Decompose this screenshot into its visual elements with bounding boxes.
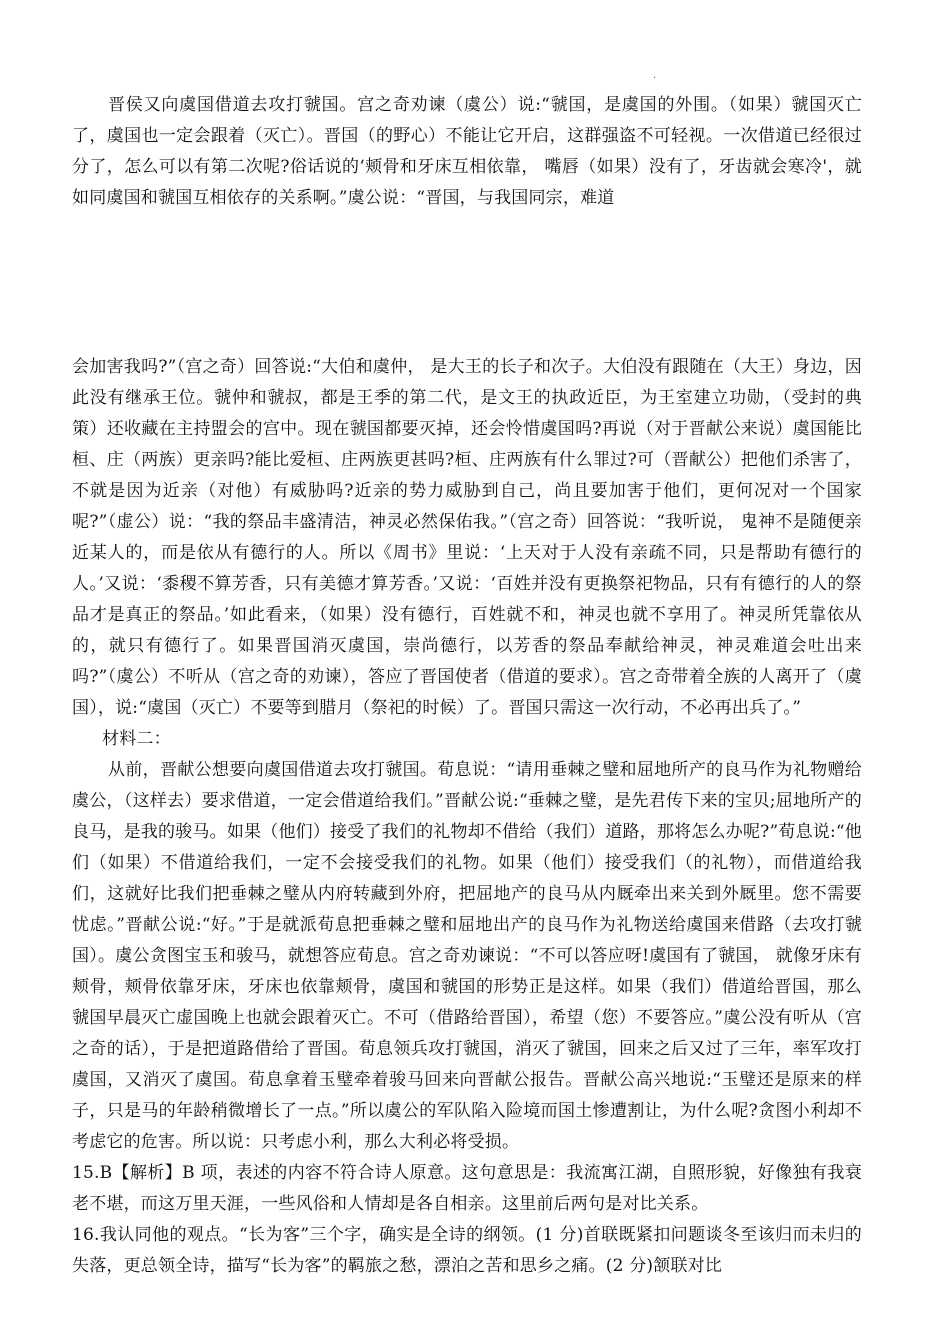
translation-top-section (72, 90, 862, 214)
paragraph-material-two: 从前，晋献公想要向虞国借道去攻打虢国。荀息说：“请用垂棘之璧和屈地所产的良马作为礼物赠给虞公，（这样去）要求借道，一定会借道给我们。”晋献公说:“垂棘之璧，是先君传下来的宝贝;屈地所产的良马，是我的骏马。如果（他们）接受了我们的礼物却不借给（我们）道路，那将怎么办呢?”荀息说:“他们（如果）不借道给我们，一定不会接受我们的礼物。如果（他们）接受我们（的礼物），而借道给我们，这就好比我们把垂棘之璧从内府转藏到外府，把屈地产的良马从内厩牵出来关到外厩里。您不需要忧虑。”晋献公说:“好。”于是就派荀息把垂棘之璧和屈地出产的良马作为礼物送给虞国来借路（去攻打虢国）。虞公贪图宝玉和骏马，就想答应荀息。宫之奇劝谏说：“不可以答应呀!虞国有了虢国， 就像牙床有颊骨，颊骨依靠牙床，牙床也依靠颊骨，虞国和虢国的形势正是这样。如果（我们）借道给晋国，那么虢国早晨灭亡虚国晚上也就会跟着灭亡。不可（借路给晋国），希望（您）不要答应。”虞公没有听从（宫之奇的话），于是把道路借给了晋国。荀息领兵攻打虢国，消灭了虢国，回来之后又过了三年，率军攻打虞国，又消灭了虞国。荀息拿着玉璧牵着骏马回来向晋献公报告。晋献公高兴地说:“玉璧还是原来的样子，只是马的年龄稍微增长了一点。”所以虞公的军队陷入险境而国土惨遭割让，为什么呢?贪图小利却不考虑它的危害。所以说：只考虑小利，那么大利必将受损。 (72, 760, 862, 1152)
answer-16: 16.我认同他的观点。“长为客”三个字，确实是全诗的纲领。(1 分)首联既紧扣问题谈冬至该归而未归的失落，更总领全诗，描写“长为客”的羁旅之愁，漂泊之苦和思乡之痛。(2 分)颔联对比 (72, 1225, 862, 1276)
material-two-label: 材料二： (102, 729, 171, 749)
translation-main-section (72, 352, 862, 1282)
header-mark: . (653, 70, 657, 81)
paragraph-top: 晋侯又向虞国借道去攻打虢国。宫之奇劝谏（虞公）说:“虢国，是虞国的外围。（如果）虢国灭亡了，虞国也一定会跟着（灭亡）。晋国（的野心）不能让它开启，这群强盗不可轻视。一次借道已经很过分了，怎么可以有第二次呢?俗话说的‘颊骨和牙床互相依靠， 嘴唇（如果）没有了，牙齿就会寒冷'，就如同虞国和虢国互相依存的关系啊。”虞公说：“晋国，与我国同宗，难道 (72, 95, 862, 208)
answer-15: 15.B【解析】B 项，表述的内容不符合诗人原意。这句意思是：我流寓江湖，自照形貌，好像独有我衰老不堪，而这万里天涯，一些风俗和人情却是各自相亲。这里前后两句是对比关系。 (72, 1163, 862, 1214)
paragraph-continuation: 会加害我吗?”（宫之奇）回答说:“大伯和虞仲， 是大王的长子和次子。大伯没有跟随在（大王）身边，因此没有继承王位。虢仲和虢叔，都是王季的第二代，是文王的执政近臣，为王室建立功勋，（受封的典策）还收藏在主持盟会的宫中。现在虢国都要灭掉，还会怜惜虞国吗?再说（对于晋献公来说）虞国能比桓、庄（两族）更亲吗?能比爱桓、庄两族更甚吗?桓、庄两族有什么罪过?可（晋献公）把他们杀害了，不就是因为近亲（对他）有威胁吗?近亲的势力威胁到自己，尚且要加害于他们，更何况对一个国家呢?”（虚公）说：“我的祭品丰盛清洁，神灵必然保佑我。”（宫之奇）回答说：“我听说， 鬼神不是随便亲近某人的，而是依从有德行的人。所以《周书》里说：‘上天对于人没有亲疏不同，只是帮助有德行的人。’又说：‘黍稷不算芳香，只有美德才算芳香。’又说：‘百姓并没有更换祭祀物品，只有有德行的人的祭品才是真正的祭品。’如此看来，（如果）没有德行，百姓就不和，神灵也就不享用了。神灵所凭靠依从的，就只有德行了。如果晋国消灭虞国，崇尚德行，以芳香的祭品奉献给神灵，神灵难道会吐出来吗?”（虞公）不听从（宫之奇的劝谏），答应了晋国使者（借道的要求）。宫之奇带着全族的人离开了（虞国），说:“虞国（灭亡）不要等到腊月（祭祀的时候）了。晋国只需这一次行动，不必再出兵了。” (72, 357, 862, 718)
